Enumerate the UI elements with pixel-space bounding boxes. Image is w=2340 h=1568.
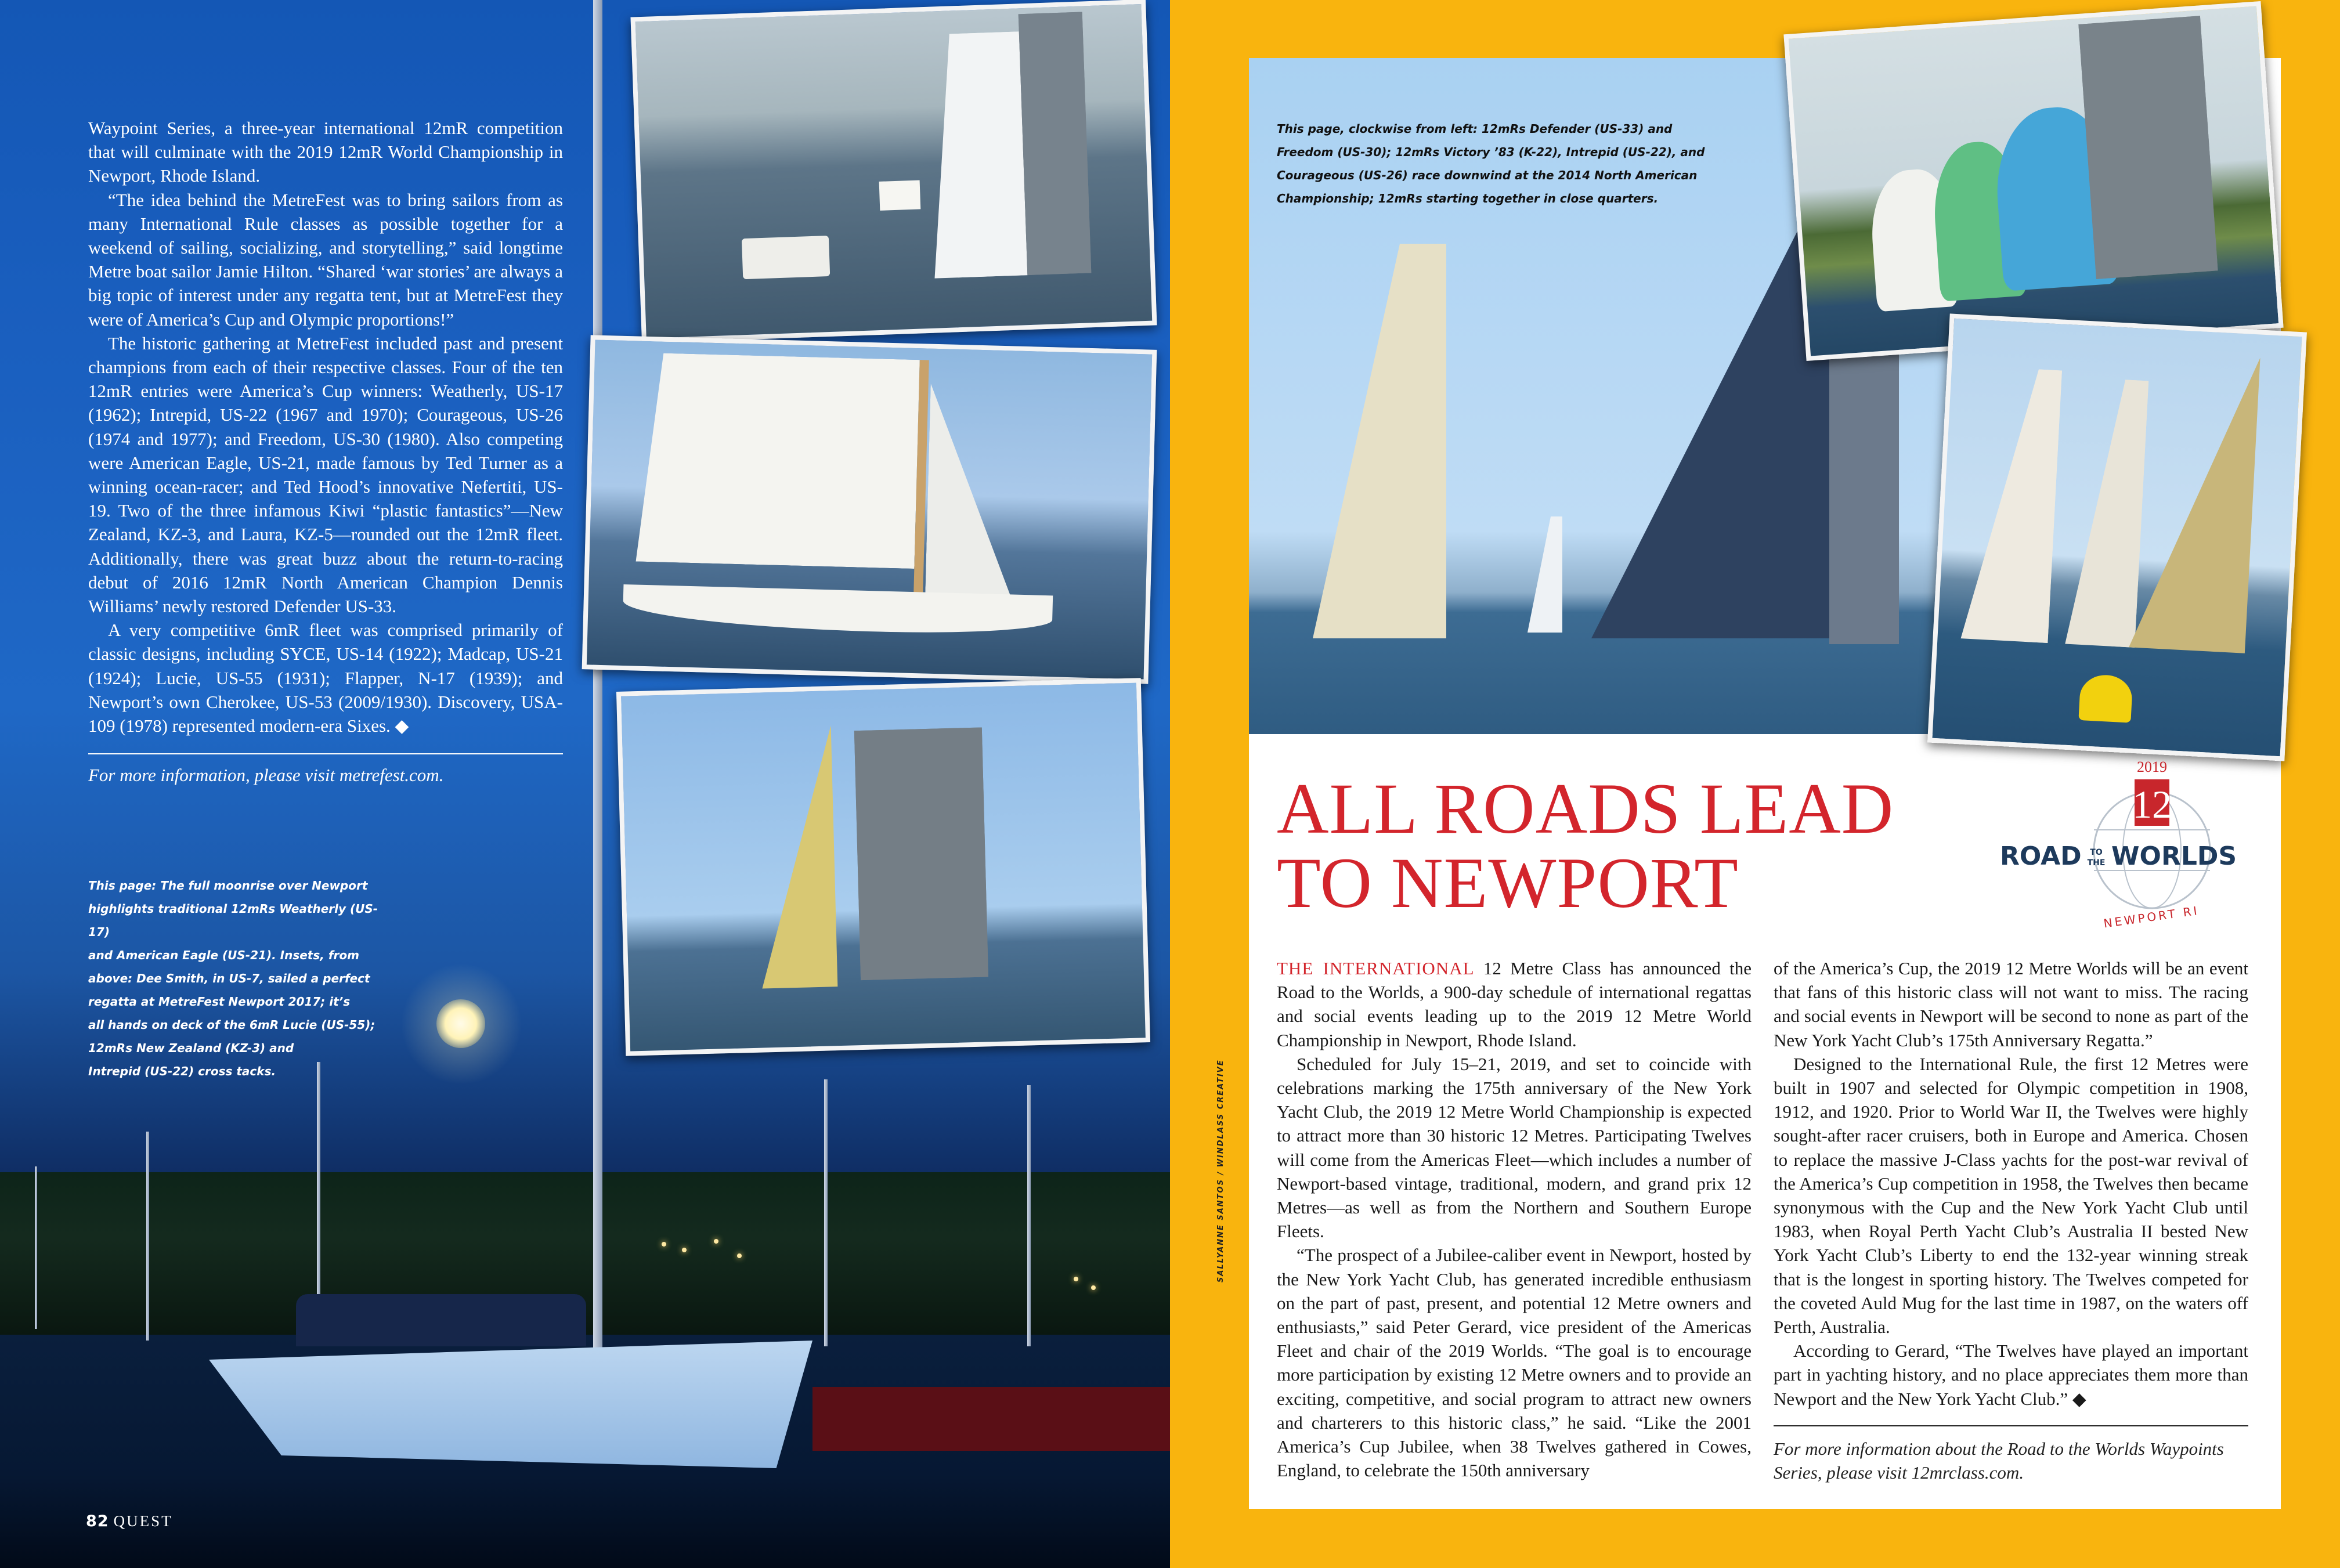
yellow-mark-buoy bbox=[2078, 674, 2133, 723]
caption-line: Championship; 12mRs starting together in close quarters. bbox=[1277, 192, 1659, 205]
paragraph: “The idea behind the MetreFest was to bring sailors from as many International Rule classes as possible together for a weekend of sailing, socializing, and storytelling,” said longtime Metre boat sailor Jamie Hilton. “Shared ‘war stories’ are always a big topic of interest under any regatta tent, but at MetreFest they were of America’s Cup and Olympic proportions!” bbox=[88, 189, 563, 330]
caption-line: all hands on deck of the 6mR Lucie (US-55); bbox=[88, 1018, 375, 1032]
inset-photo-downwind-spinnakers bbox=[1783, 1, 2283, 361]
inset-photo-lucie bbox=[582, 335, 1157, 684]
shore-light bbox=[682, 1248, 687, 1252]
shore-light bbox=[662, 1242, 666, 1247]
paragraph: of the America’s Cup, the 2019 12 Metre Worlds will be an event that fans of this historic class will not want to miss. The racing and social events in Newport will be second to none as part of the New York Yacht Club’s 175th Anniversary Regatta.” bbox=[1774, 958, 2248, 1050]
right-article-column-2 bbox=[1774, 956, 2248, 1411]
paragraph: According to Gerard, “The Twelves have played an important part in yachting history, and no place appreciates them more than Newport and the New York Yacht Club.” ◆ bbox=[1774, 1341, 2248, 1409]
shore-light bbox=[1074, 1277, 1078, 1281]
caption-line: Freedom (US-30); 12mRs Victory ’83 (K-22), Intrepid (US-22), and bbox=[1277, 145, 1705, 159]
paragraph: Scheduled for July 15–21, 2019, and set to coincide with celebrations marking the 175th anniversary of the New York Yacht Club, the 2019 12 Metre World Championship is expected to attract more than 30 historic 12 Metres. Participating Twelves will come from the Americas Fleet—which includes a number of Newport-based vintage, traditional, modern, and grand prix 12 Metres—as well as from the Northern and Southern Europe Fleets. bbox=[1277, 1053, 1752, 1242]
caption-line: This page: The full moonrise over Newport bbox=[88, 879, 368, 893]
photo-credit: SALLYANNE SANTOS / WINDLASS CREATIVE bbox=[1216, 1059, 1225, 1282]
logo-road: ROAD bbox=[2000, 841, 2082, 871]
cream-sail bbox=[1313, 244, 1446, 638]
more-info-link-text[interactable]: For more information about the Road to the Worlds Waypoints Series, please visit 12mrclass.com. bbox=[1774, 1439, 2224, 1483]
logo-year: 2019 bbox=[2137, 758, 2167, 775]
caption-line: above: Dee Smith, in US-7, sailed a perfect bbox=[88, 971, 370, 985]
logo-location: NEWPORT RI bbox=[2103, 903, 2200, 931]
tan-sail bbox=[2129, 352, 2260, 653]
more-info-link-text[interactable]: For more information, please visit metrefest.com. bbox=[88, 765, 444, 785]
white-sail bbox=[926, 31, 1028, 278]
grey-mainsail bbox=[2078, 16, 2218, 279]
headline bbox=[1277, 769, 1944, 923]
shore-light bbox=[1091, 1285, 1096, 1290]
paragraph: A very competitive 6mR fleet was comprised primarily of classic designs, including SYCE, US-14 (1922); Madcap, US-21 (1924); Lucie, US-55 (1931); Flapper, N-17 (1939); and Newport’s own Cherokee, US-53 (2009/1930). Discovery, USA-109 (1978) represented modern-era Sixes. ◆ bbox=[88, 620, 563, 736]
logo-to: TO bbox=[2090, 848, 2103, 857]
lead-in: THE INTERNATIONAL bbox=[1277, 958, 1475, 978]
grey-sail bbox=[1019, 12, 1092, 276]
paragraph: “The prospect of a Jubilee-caliber event in Newport, hosted by the New York Yacht Club, has generated incredible enthusiasm on the part of past, present, and potential 12 Metre owners and enthusiasts,” said Peter Gerard, vice president of the Americas Fleet and chair of the 2019 Worlds. “The goal is to encourage more participation by existing 12 Metre owners and to provide an exciting, competitive, and social program to attract new owners and charterers to this historic class,” he said. “Like the 2001 America’s Cup Jubilee, when 38 Twelves gathered in Cowes, England, to celebrate the 150th anniversary bbox=[1277, 1245, 1752, 1481]
mainsail bbox=[636, 353, 920, 569]
shore-light bbox=[737, 1253, 742, 1258]
logo-worlds: WORLDS bbox=[2111, 841, 2237, 871]
divider bbox=[1774, 1425, 2248, 1426]
grey-sail bbox=[854, 727, 988, 980]
boom-cover bbox=[296, 1294, 586, 1346]
caption-line: and American Eagle (US-21). Insets, from bbox=[88, 948, 359, 962]
jib bbox=[925, 384, 1018, 601]
road-to-the-worlds-logo bbox=[1996, 757, 2252, 931]
white-12mr-hull bbox=[209, 1341, 813, 1468]
distant-sail bbox=[1528, 516, 1562, 633]
headline-line: ALL ROADS LEAD bbox=[1277, 769, 1894, 848]
paragraph bbox=[1277, 956, 1752, 1052]
committee-boat bbox=[742, 236, 830, 279]
left-article-body bbox=[88, 116, 563, 738]
lead-paragraph-text: 12 Metre Class has announced the Road to the Worlds, a 900-day schedule of international regattas and social events leading up to the 2019 12 Metre World Championship in Newport, Rhode Island. bbox=[1277, 958, 1752, 1050]
caption-line: regatta at MetreFest Newport 2017; it’s bbox=[88, 995, 351, 1009]
left-photo-caption bbox=[88, 874, 390, 1083]
logo-the: THE bbox=[2087, 858, 2106, 868]
headline-line: TO NEWPORT bbox=[1277, 843, 1739, 923]
right-photo-caption bbox=[1277, 117, 1706, 210]
page-number: 82 bbox=[86, 1512, 109, 1530]
paragraph: Designed to the International Rule, the first 12 Metres were built in 1907 and selected for Olympic competition in 1908, 1912, and 1920. Prior to World War II, the Twelves were highly sought-after racer cruisers, both in Europe and America. Chosen to replace the massive J-Class yachts for the post-war revival of the America’s Cup competition in 1958, the Twelves then became synonymous with the Cup and the New York Yacht Club until 1983, when Royal Perth Yacht Club’s Australia II bested New York Yacht Club’s Liberty to end the 132-year winning streak that is the longest in sporting history. The Twelves competed for the coveted Auld Mug for the last time in 1987, on the waters off Perth, Australia. bbox=[1774, 1053, 2248, 1338]
mast bbox=[1027, 1085, 1031, 1346]
inset-photo-crossing-tacks bbox=[616, 678, 1150, 1056]
paragraph: Waypoint Series, a three-year international 12mR competition that will culminate with the 2019 12mR World Championship in Newport, Rhode Island. bbox=[88, 118, 563, 186]
caption-line: highlights traditional 12mRs Weatherly (US-17) bbox=[88, 902, 378, 939]
inset-photo-us7 bbox=[630, 0, 1157, 343]
moon bbox=[436, 999, 485, 1048]
logo-number: 12 bbox=[2132, 782, 2172, 826]
caption-line: Courageous (US-26) race downwind at the 2014 North American bbox=[1277, 168, 1698, 182]
american-flag bbox=[879, 180, 921, 210]
right-article-column-1 bbox=[1277, 956, 1752, 1482]
mast bbox=[824, 1079, 828, 1346]
caption-line: Intrepid (US-22) cross tacks. bbox=[88, 1064, 276, 1078]
caption-line: 12mRs New Zealand (KZ-3) and bbox=[88, 1041, 294, 1055]
page-folio bbox=[86, 1512, 173, 1530]
yellow-sail bbox=[756, 725, 838, 988]
mast bbox=[146, 1132, 149, 1341]
main-mast bbox=[593, 0, 602, 1358]
white-sail bbox=[1961, 366, 2062, 643]
magazine-name: QUEST bbox=[113, 1512, 173, 1530]
divider bbox=[88, 753, 563, 754]
paragraph: The historic gathering at MetreFest included past and present champions from each of their respective classes. Four of the ten 12mR entries were America’s Cup winners: Weatherly, US-17 (1962); Intrepid, US-22 (1967 and 1970); Courageous, US-26 (1974 and 1977); and Freedom, US-30 (1980). Also competing were American Eagle, US-21, made famous by Ted Turner as a winning ocean-racer; and Ted Hood’s innovative Nefertiti, US-19. Two of the three infamous Kiwi “plastic fantastics”—New Zealand, KZ-3, and Laura, KZ-5—rounded out the 12mR fleet. Additionally, there was great buzz about the return-to-racing debut of 2016 12mR North American Champion Dennis Williams’ newly restored Defender US-33. bbox=[88, 333, 563, 617]
caption-line: This page, clockwise from left: 12mRs Defender (US-33) and bbox=[1277, 122, 1673, 136]
mast bbox=[35, 1166, 37, 1329]
inset-photo-close-quarters-start bbox=[1927, 313, 2307, 761]
red-boat-hull bbox=[813, 1387, 1170, 1451]
shore-light bbox=[714, 1239, 718, 1244]
